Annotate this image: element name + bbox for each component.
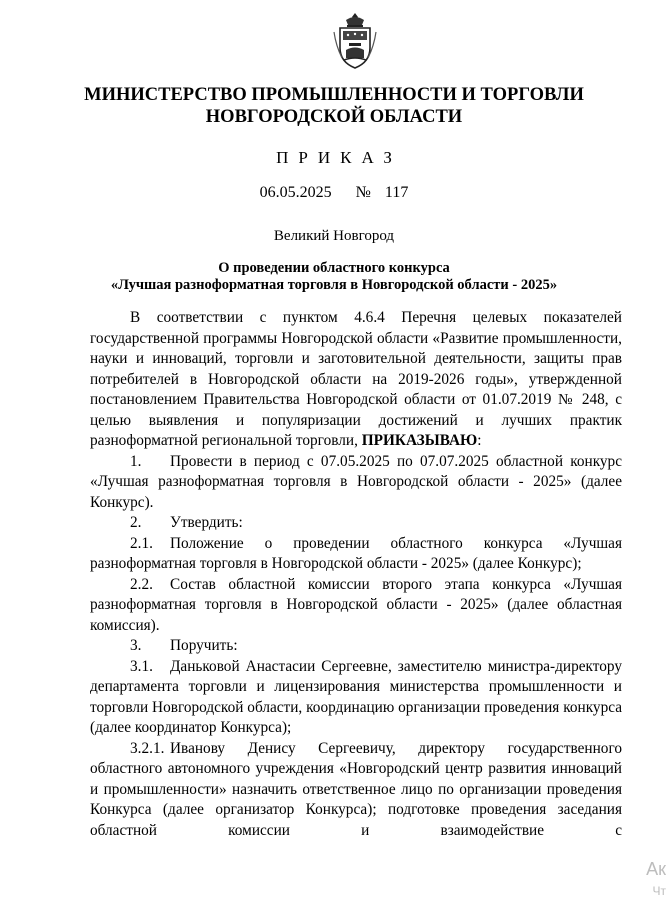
order-date: 06.05.2025 bbox=[259, 184, 332, 201]
document-title-line2: «Лучшая разноформатная торговля в Новгородской области - 2025» bbox=[110, 277, 558, 293]
order-date-number bbox=[0, 184, 668, 202]
ministry-name-line2: НОВГОРОДСКОЙ ОБЛАСТИ bbox=[205, 107, 463, 127]
item-text: Утвердить: bbox=[170, 514, 243, 531]
ministry-name-line1: МИНИСТЕРСТВО ПРОМЫШЛЕННОСТИ И ТОРГОВЛИ bbox=[84, 85, 584, 105]
list-item bbox=[90, 534, 622, 575]
item-text: Иванову Денису Сергеевичу, директору государственного областного автономного учреждения «Новгородский центр развития инноваций и промышленности» назначить ответственное лицо по организации проведения Конкурса (далее организатор Конкурса); подготовке проведения заседания областной комиссии и взаимодействие с bbox=[90, 739, 622, 839]
list-item bbox=[90, 657, 622, 739]
watermark-line2: Чт bbox=[652, 884, 666, 898]
item-text: Положение о проведении областного конкурса «Лучшая разноформатная торговля в Новгородской области - 2025» (далее Конкурс); bbox=[90, 534, 622, 572]
item-number: 1. bbox=[130, 452, 142, 470]
document-title bbox=[0, 260, 668, 294]
document-title-line1: О проведении областного конкурса bbox=[218, 260, 450, 276]
ministry-name bbox=[0, 84, 668, 128]
command-word: ПРИКАЗЫВАЮ bbox=[361, 432, 478, 449]
item-number: 2. bbox=[130, 514, 142, 531]
list-item bbox=[90, 452, 622, 514]
list-item bbox=[90, 636, 622, 657]
item-number: 2.2. bbox=[130, 575, 153, 593]
coat-of-arms-icon bbox=[332, 12, 378, 70]
list-item bbox=[90, 513, 622, 534]
document-body bbox=[90, 308, 622, 841]
city: Великий Новгород bbox=[273, 228, 395, 244]
order-heading: ПРИКАЗ bbox=[276, 148, 402, 167]
item-number: 2.1. bbox=[130, 534, 153, 552]
item-text: Даньковой Анастасии Сергеевне, заместителю министра-директору департамента торговли и лицензирования министерства промышленности и торговли Новгородской области, координацию организации проведения конкурса (далее координатор Конкурса); bbox=[90, 657, 622, 736]
list-item bbox=[90, 739, 622, 842]
item-text: Состав областной комиссии второго этапа конкурса «Лучшая разноформатная торговля в Новгородской области - 2025» (далее областная комиссия). bbox=[90, 575, 622, 634]
item-number: 3.1. bbox=[130, 657, 153, 675]
item-number: 3.2.1. bbox=[130, 739, 165, 757]
activation-watermark bbox=[646, 858, 666, 902]
watermark-line1: Ак bbox=[646, 859, 666, 879]
order-number-label: № bbox=[355, 184, 371, 201]
item-text: Поручить: bbox=[170, 637, 238, 654]
item-text: Провести в период с 07.05.2025 по 07.07.2025 областной конкурс «Лучшая разноформатная торговля в Новгородской области - 2025» (далее Конкурс). bbox=[90, 452, 622, 511]
item-number: 3. bbox=[130, 637, 142, 654]
intro-text: В соответствии с пунктом 4.6.4 Перечня целевых показателей государственной программы Новгородской области «Развитие промышленности, науки и инноваций, торговли и заготовительной деятельности, защиты прав потребителей в Новгородской области на 2019-2026 годы», утвержденной постановлением Правительства Новгородской области от 01.07.2019 № 248, с целью выявления и популяризации достижений и лучших практик разноформатной региональной торговли, bbox=[90, 309, 622, 449]
intro-paragraph bbox=[90, 308, 622, 452]
command-colon: : bbox=[477, 432, 482, 449]
list-item bbox=[90, 575, 622, 637]
order-number: 117 bbox=[384, 184, 409, 201]
